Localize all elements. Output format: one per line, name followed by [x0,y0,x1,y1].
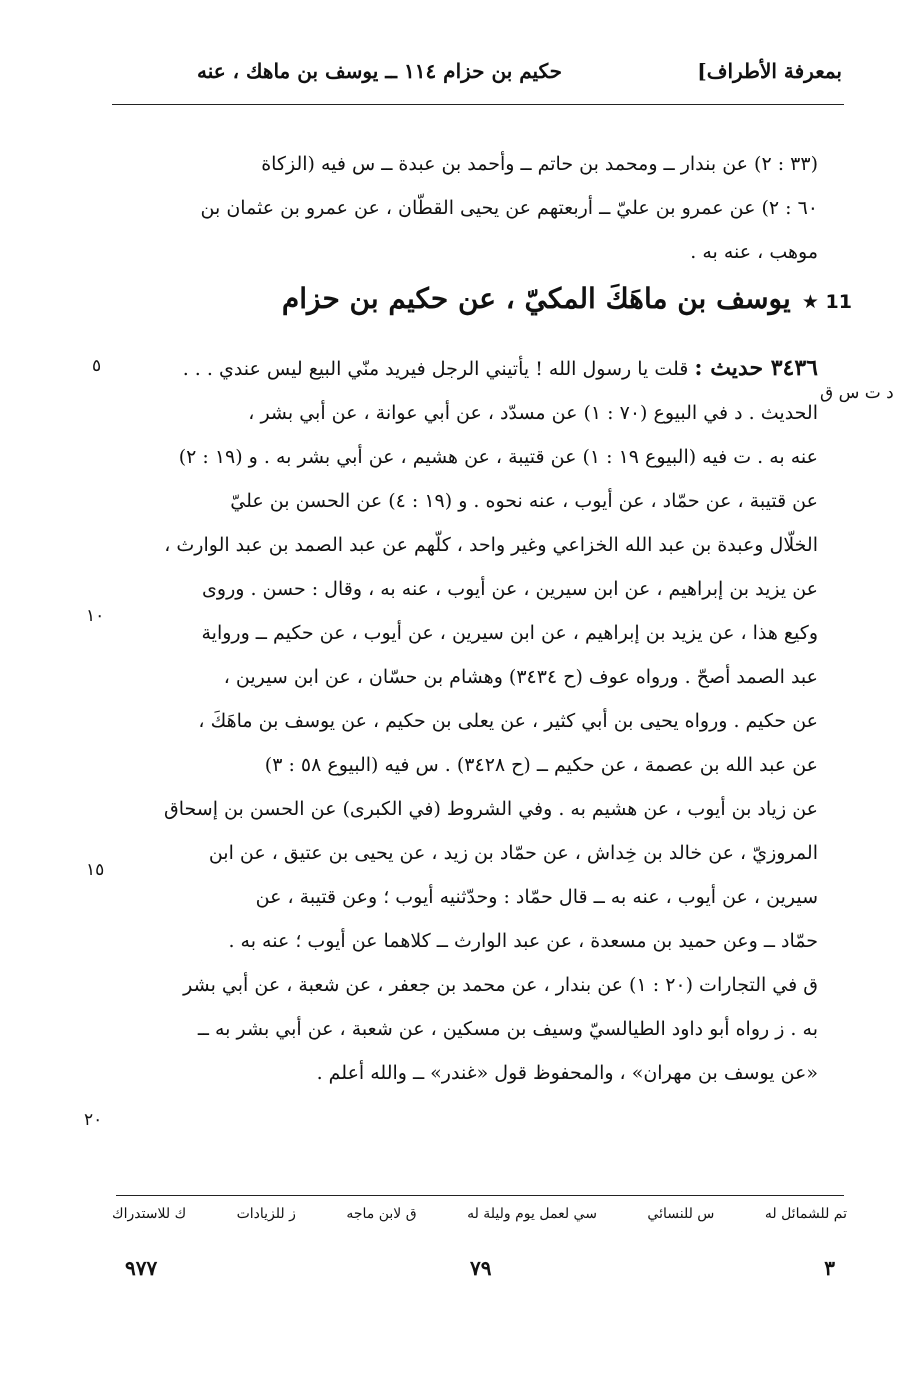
legend-item: ز للزيادات [236,1206,296,1222]
text-line: ق في التجارات (٢٠ : ١) عن بندار ، عن محمد بن جعفر ، عن شعبة ، عن أبي بشر [183,974,818,996]
entry-title: يوسف بن ماهَكَ المكيّ ، عن حكيم بن حزام [281,282,791,315]
line-number-20: ٢٠ [84,1110,103,1130]
text-line: ٦٠ : ٢) عن عمرو بن عليّ ــ أربعتهم عن يحيى القطّان ، عن عمرو بن عثمان بن [200,197,818,219]
text-line: عن عبد الله بن عصمة ، عن حكيم ــ (ح ٣٤٢٨) . س فيه (البيوع ٥٨ : ٣) [264,754,818,776]
header-entry-title: حكيم بن حزام ١١٤ ــ يوسف بن ماهك ، عنه [196,59,562,83]
intro-paragraph [110,142,818,274]
hadith-number: ٣٤٣٦ حديث : [694,355,818,381]
legend-item: ق لابن ماجه [346,1206,417,1222]
text-line: به . ز رواه أبو داود الطيالسيّ وسيف بن مسكين ، عن شعبة ، عن أبي بشر به ــ [197,1018,818,1040]
entry-number: 11 ★ [801,291,852,313]
text-line: الحديث . د في البيوع (٧٠ : ١) عن مسدّد ، عن أبي عوانة ، عن أبي بشر ، [248,402,818,424]
volume-number: ٣ [824,1256,835,1280]
entry-heading [112,282,852,315]
continuous-page-number: ٩٧٧ [125,1256,158,1280]
legend-item: ك للاستدراك [112,1206,187,1222]
line-number-5: ٥ [92,356,102,376]
sigla-legend [112,1206,847,1222]
legend-item: سي لعمل يوم وليلة له [467,1206,597,1222]
legend-item: س للنسائي [647,1206,715,1222]
header-section-title: بمعرفة الأطراف] [697,59,842,83]
text-line: المروزيّ ، عن خالد بن خِداش ، عن حمّاد بن زيد ، عن يحيى بن عتيق ، عن ابن [208,842,818,864]
hadith-paragraph [110,346,818,1095]
page-number: ٧٩ [470,1256,492,1280]
legend-item: تم للشمائل له [764,1206,847,1222]
text-line: عنه به . ت فيه (البيوع ١٩ : ١) عن قتيبة ، عن هشيم ، عن أبي بشر به . و (١٩ : ٢) [178,446,818,468]
text-line: عبد الصمد أصحّ . ورواه عوف (ح ٣٤٣٤) وهشام بن حسّان ، عن ابن سيرين ، [223,666,818,688]
text-line: عن حكيم . ورواه يحيى بن أبي كثير ، عن يعلى بن حكيم ، عن يوسف بن ماهَكَ ، [198,710,818,732]
text-line: موهب ، عنه به . [690,241,818,263]
text-line: عن يزيد بن إبراهيم ، عن ابن سيرين ، عن أيوب ، عنه به ، وقال : حسن . وروى [202,578,818,600]
line-number-15: ١٥ [86,860,105,880]
running-header [112,55,842,95]
sigla-note: د ت س ق [820,383,894,403]
text-line: عن قتيبة ، عن حمّاد ، عن أيوب ، عنه نحوه . و (١٩ : ٤) عن الحسن بن عليّ [230,490,818,512]
text-line: «عن يوسف بن مهران» ، والمحفوظ قول «غندر» ــ والله أعلم . [316,1062,818,1084]
line-number-10: ١٠ [86,606,105,626]
header-divider [112,104,844,105]
text-line: سيرين ، عن أيوب ، عنه به ــ قال حمّاد : وحدّثنيه أيوب ؛ وعن قتيبة ، عن [255,886,818,908]
text-line: (٣٣ : ٢) عن بندار ــ ومحمد بن حاتم ــ وأحمد بن عبدة ــ س فيه (الزكاة [261,153,818,175]
text-line: عن زياد بن أيوب ، عن هشيم به . وفي الشروط (في الكبرى) عن الحسن بن إسحاق [164,798,818,820]
text-line: الخلّال وعبدة بن عبد الله الخزاعي وغير واحد ، كلّهم عن عبد الصمد بن عبد الوارث ، [164,534,818,556]
text-line: حمّاد ــ وعن حميد بن مسعدة ، عن عبد الوارث ــ كلاهما عن أيوب ؛ عنه به . [228,930,818,952]
text-line [110,346,818,391]
footer-divider [116,1195,844,1196]
hadith-text: قلت يا رسول الله ! يأتيني الرجل فيريد منّي البيع ليس عندي . . . [182,358,689,380]
page-numbers [125,1256,835,1286]
text-line: وكيع هذا ، عن يزيد بن إبراهيم ، عن ابن سيرين ، عن أيوب ، عن حكيم ــ ورواية [201,622,818,644]
